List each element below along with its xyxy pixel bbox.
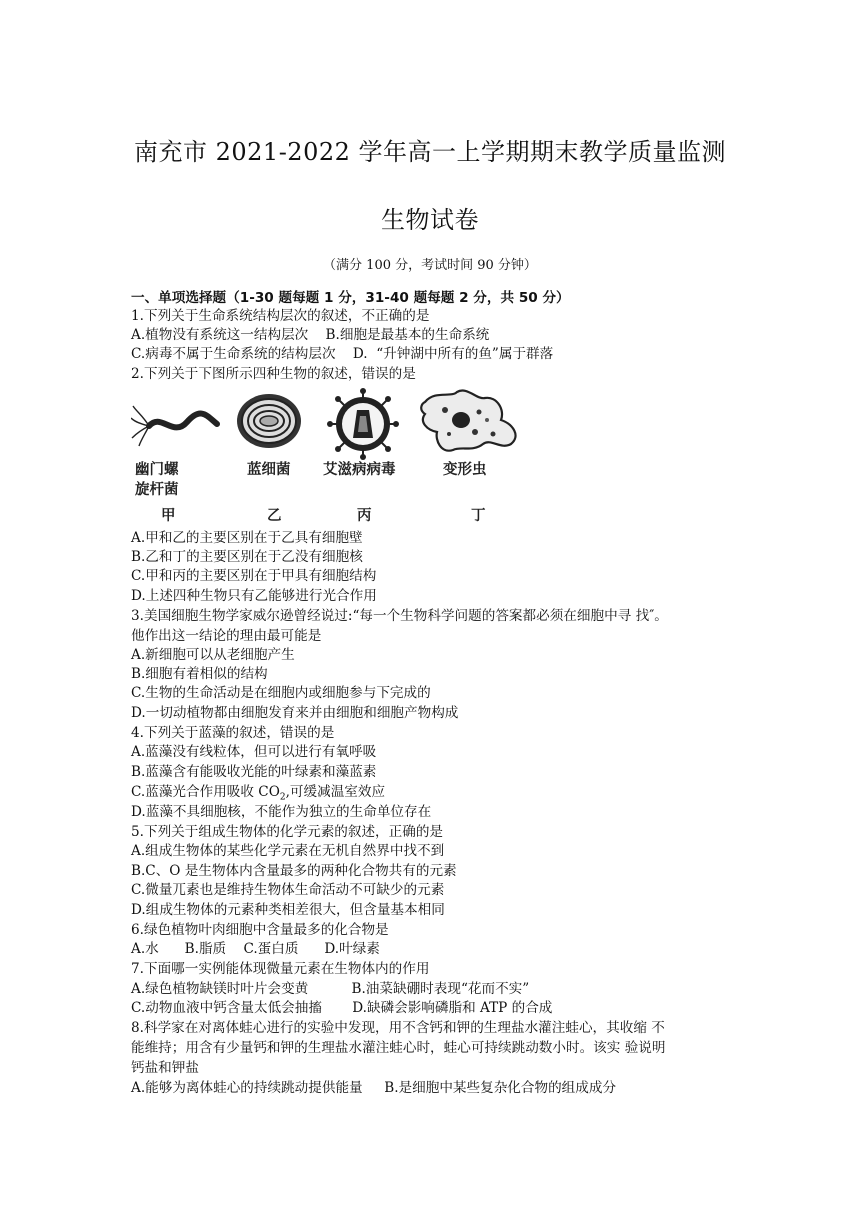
hiv-virus-icon xyxy=(327,388,399,460)
question-4-option-a: A.蓝藻没有线粒体，但可以进行有氧呼吸 xyxy=(131,744,377,760)
question-8-stem-line3: 钙盐和钾盐 xyxy=(131,1060,199,1076)
question-5-option-d: D.组成生物体的元素种类相差很大，但含量基本相同 xyxy=(131,902,445,918)
organism-a-name-line2: 旋杆菌 xyxy=(135,482,179,498)
organism-d-name: 变形虫 xyxy=(443,462,487,478)
question-2-option-b: B.乙和丁的主要区别在于乙没有细胞核 xyxy=(131,549,363,565)
question-3-stem-line1: 3.美国细胞生物学家威尔逊曾经说过:“每一个生物科学问题的答案都必须在细胞中寻 找″。 xyxy=(131,608,668,624)
section-heading: 一、单项选择题（1-30 题每题 1 分，31-40 题每题 2 分，共 50 分） xyxy=(131,290,570,306)
cyanobacteria-icon xyxy=(235,392,303,450)
score-info: （满分 100 分，考试时间 90 分钟） xyxy=(323,258,537,273)
question-3-option-c: C.生物的生命活动是在细胞内或细胞参与下完成的 xyxy=(131,685,431,701)
four-organisms-figure xyxy=(131,388,531,524)
question-1-options-cd: C.病毒不属于生命系统的结构层次 D. “升钟湖中所有的鱼”属于群落 xyxy=(131,346,554,362)
question-4-stem: 4.下列关于蓝藻的叙述，错误的是 xyxy=(131,725,335,741)
organism-b-code: 乙 xyxy=(267,508,282,524)
question-5-option-b: B.C、O 是生物体内含量最多的两种化合物共有的元素 xyxy=(131,863,457,879)
amoeba-icon xyxy=(417,388,527,454)
question-2-option-c: C.甲和丙的主要区别在于甲具有细胞结构 xyxy=(131,568,377,584)
question-7-options-cd: C.动物血液中钙含量太低会抽搐 D.缺磷会影响磷脂和 ATP 的合成 xyxy=(131,1000,553,1016)
organism-a-code: 甲 xyxy=(161,508,176,524)
question-6-stem: 6.绿色植物叶肉细胞中含量最多的化合物是 xyxy=(131,922,389,938)
question-7-stem: 7.下面哪一实例能体现微量元素在生物体内的作用 xyxy=(131,961,430,977)
question-2-option-a: A.甲和乙的主要区别在于乙具有细胞壁 xyxy=(131,530,363,546)
question-4-option-d: D.蓝藻不具细胞核，不能作为独立的生命单位存在 xyxy=(131,804,432,820)
question-5-option-a: A.组成生物体的某些化学元素在无机自然界中找不到 xyxy=(131,843,445,859)
organism-d-code: 丁 xyxy=(471,508,486,524)
question-1-options-ab: A.植物没有系统这一结构层次 B.细胞是最基本的生命系统 xyxy=(131,327,490,343)
option-c-text-post: ,可缓减温室效应 xyxy=(285,784,386,800)
organism-a-name-line1: 幽门螺 xyxy=(135,462,179,478)
question-5-option-c: C.微量兀素也是维持生物体生命活动不可缺少的元素 xyxy=(131,882,445,898)
question-2-stem: 2.下列关于下图所示四种生物的叙述，错误的是 xyxy=(131,366,416,382)
question-2-option-d: D.上述四种生物只有乙能够进行光合作用 xyxy=(131,588,377,604)
question-7-options-ab: A.绿色植物缺镁时叶片会变黄 B.油菜缺硼时表现“花而不实” xyxy=(131,981,530,997)
question-1-stem: 1.下列关于生命系统结构层次的叙述，不正确的是 xyxy=(131,308,430,324)
option-c-text-pre: C.蓝藻光合作用吸收 CO xyxy=(131,784,280,800)
co2-subscript: 2 xyxy=(279,792,286,803)
question-3-option-b: B.细胞有着相似的结构 xyxy=(131,666,268,682)
exam-title: 南充市 2021-2022 学年高一上学期期末教学质量监测 xyxy=(133,138,727,166)
organism-b-name: 蓝细菌 xyxy=(247,462,291,478)
question-4-option-b: B.蓝藻含有能吸收光能的叶绿素和藻蓝素 xyxy=(131,764,377,780)
organism-c-name: 艾滋病病毒 xyxy=(323,462,396,478)
question-6-options: A.水 B.脂质 C.蛋白质 D.叶绿素 xyxy=(131,941,380,957)
question-8-stem-line1: 8.科学家在对离体蛙心进行的实验中发现，用不含钙和钾的生理盐水灌注蛙心，其收缩 不 xyxy=(131,1020,665,1036)
exam-subtitle: 生物试卷 xyxy=(381,206,479,234)
question-3-stem-line2: 他作出这一结论的理由最可能是 xyxy=(131,628,322,644)
question-3-option-d: D.一切动植物都由细胞发育来并由细胞和细胞产物构成 xyxy=(131,705,459,721)
question-3-option-a: A.新细胞可以从老细胞产生 xyxy=(131,647,295,663)
helicobacter-icon xyxy=(131,398,221,448)
organism-c-code: 丙 xyxy=(357,508,372,524)
question-5-stem: 5.下列关于组成生物体的化学元素的叙述，正确的是 xyxy=(131,824,444,840)
question-8-options-ab: A.能够为离体蛙心的持续跳动提供能量 B.是细胞中某些复杂化合物的组成成分 xyxy=(131,1080,617,1096)
question-8-stem-line2: 能维持；用含有少量钙和钾的生理盐水灌注蛙心时，蛙心可持续跳动数小时。该实 验说明 xyxy=(131,1040,666,1056)
